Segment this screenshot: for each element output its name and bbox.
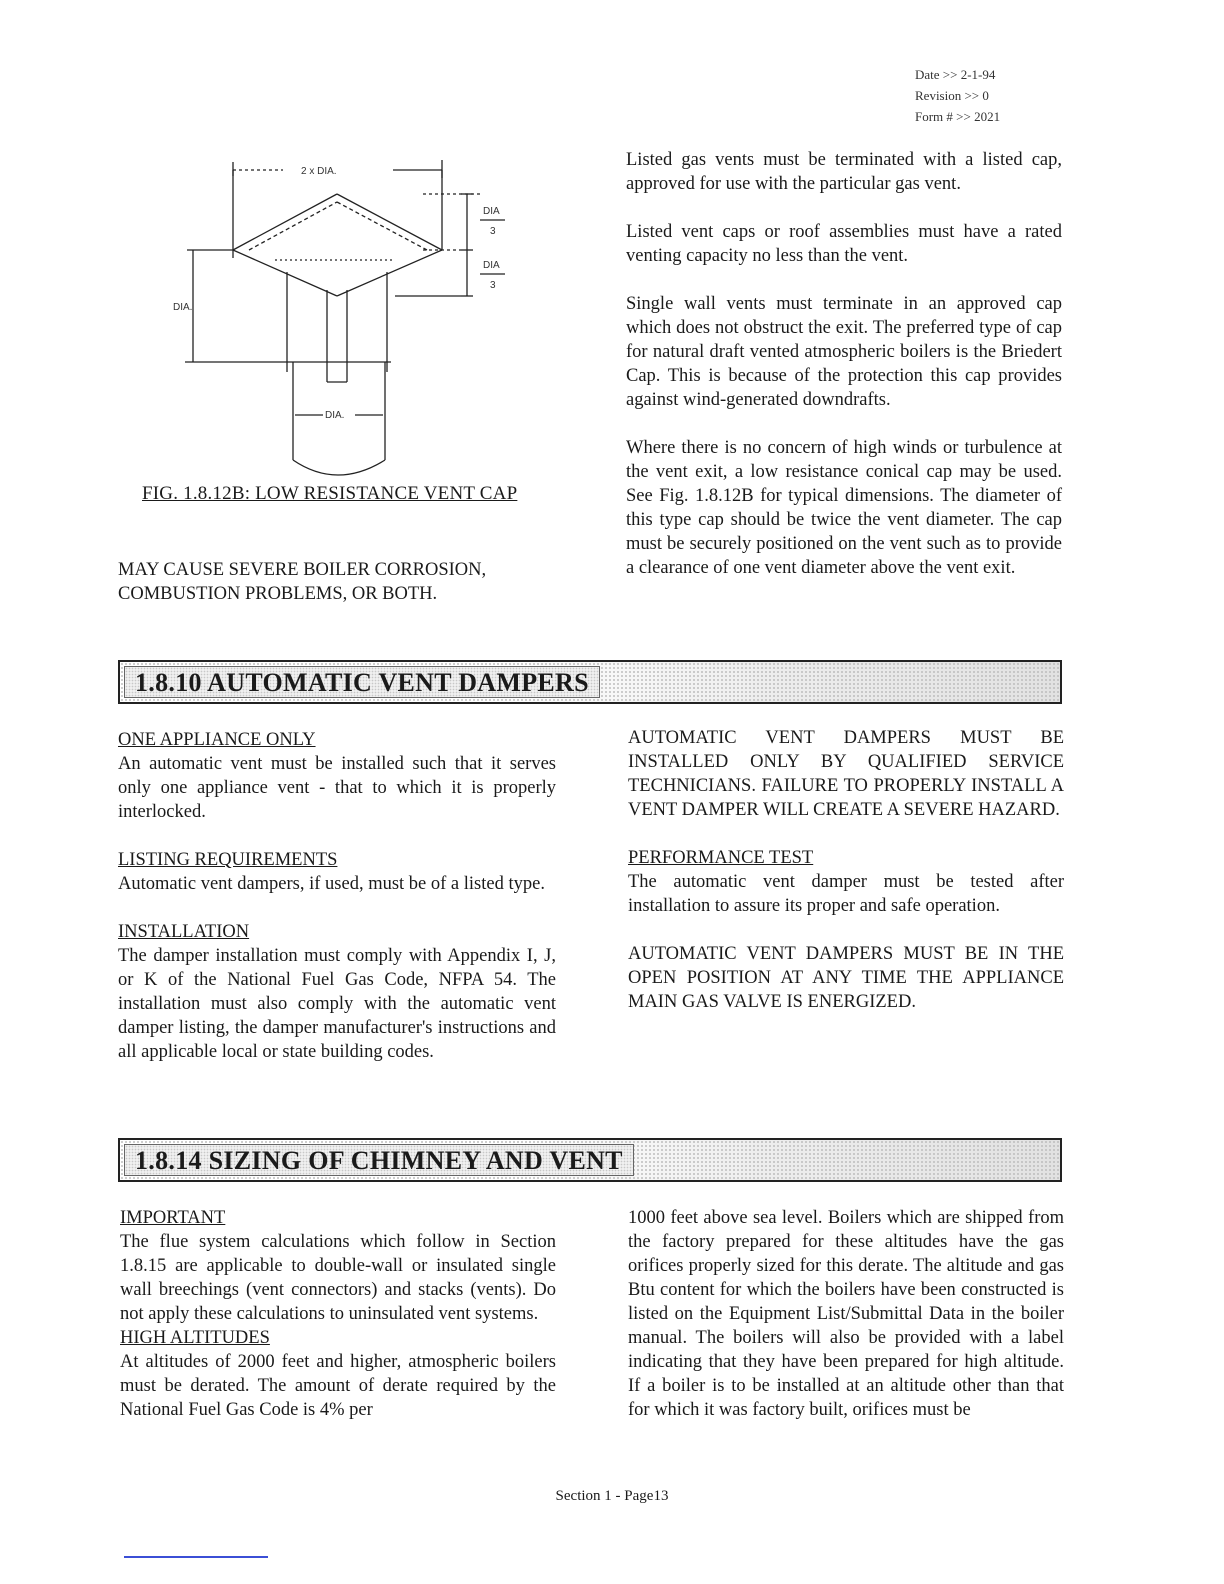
- warning-open-position: AUTOMATIC VENT DAMPERS MUST BE IN THE OPEN POSITION AT ANY TIME THE APPLIANCE MAIN GAS VALVE IS ENERGIZED.: [628, 944, 1064, 1012]
- text-installation: The damper installation must comply with Appendix I, J, or K of the National Fuel Gas Code, NFPA 54. The installation must also comply with the automatic vent damper listing, the damper manufacturer's instructions and all applicable local or state building codes.: [118, 946, 556, 1062]
- section-title-1814: 1.8.14 SIZING OF CHIMNEY AND VENT: [124, 1144, 634, 1176]
- label-three-b: 3: [490, 280, 496, 291]
- heading-listing: LISTING REQUIREMENTS: [118, 850, 338, 870]
- section-1810-right: [628, 726, 1064, 1014]
- paragraph-single-wall: Single wall vents must terminate in an approved cap which does not obstruct the exit. The preferred type of cap for natural draft vented atmospheric boilers is the Briedert Cap. This is because of the protection this cap provides against wind-generated downdrafts.: [626, 294, 1062, 410]
- text-one-appliance: An automatic vent must be installed such that it serves only one appliance vent - that to which it is properly interlocked.: [118, 754, 556, 822]
- text-important: The flue system calculations which follow in Section 1.8.15 are applicable to double-wall or insulated single wall breechings (vent connectors) and stacks (vents). Do not apply these calculations to uninsulated vent systems.: [120, 1232, 556, 1324]
- text-high-altitudes: At altitudes of 2000 feet and higher, atmospheric boilers must be derated. The amount of derate required by the National Fuel Gas Code is 4% per: [120, 1352, 556, 1420]
- heading-installation: INSTALLATION: [118, 922, 250, 942]
- header-form: Form # >> 2021: [915, 109, 1001, 124]
- section-1810-left: [118, 728, 556, 1064]
- header-date: Date >> 2-1-94: [915, 67, 996, 82]
- label-dia-left: DIA.: [173, 302, 193, 313]
- document-header: [915, 64, 1065, 127]
- text-high-altitudes-continued: 1000 feet above sea level. Boilers which are shipped from the factory prepared for these altitudes have the gas orifices properly sized for this derate. The altitude and gas Btu content for which the boilers have been constructed is listed on the Equipment List/Submittal Data in the boiler manual. The boilers will also be provided with a label indicating that they have been prepared for high altitude. If a boiler is to be installed at an altitude other than that for which it was factory built, orifices must be: [628, 1208, 1064, 1420]
- section-bar-1814: [118, 1138, 1062, 1182]
- figure-caption: FIG. 1.8.12B: LOW RESISTANCE VENT CAP: [142, 483, 518, 504]
- heading-performance: PERFORMANCE TEST: [628, 848, 814, 868]
- label-dia-a: DIA: [483, 206, 500, 217]
- text-listing: Automatic vent dampers, if used, must be of a listed type.: [118, 874, 545, 894]
- label-2x-dia: 2 x DIA.: [301, 166, 337, 177]
- heading-high-altitudes: HIGH ALTITUDES: [120, 1328, 270, 1348]
- heading-one-appliance: ONE APPLIANCE ONLY: [118, 730, 316, 750]
- paragraph-low-resistance: Where there is no concern of high winds or turbulence at the vent exit, a low resistance conical cap may be used. See Fig. 1.8.12B for typical dimensions. The diameter of this type cap should be twice the vent diameter. The cap must be securely positioned on the vent such as to provide a clearance of one vent diameter above the vent exit.: [626, 438, 1062, 578]
- section-1814-left: [120, 1206, 556, 1422]
- heading-important: IMPORTANT: [120, 1208, 226, 1228]
- footer-rule: [124, 1556, 268, 1558]
- section-bar-1810: [118, 660, 1062, 704]
- warning-qualified-technicians: AUTOMATIC VENT DAMPERS MUST BE INSTALLED ONLY BY QUALIFIED SERVICE TECHNICIANS. FAILURE TO PROPERLY INSTALL A VENT DAMPER WILL CREATE A SEVERE HAZARD.: [628, 728, 1064, 820]
- top-right-column: [626, 148, 1062, 580]
- corrosion-warning: MAY CAUSE SEVERE BOILER CORROSION, COMBUSTION PROBLEMS, OR BOTH.: [118, 560, 487, 604]
- label-three-a: 3: [490, 226, 496, 237]
- header-revision: Revision >> 0: [915, 88, 989, 103]
- paragraph-listed-gas-vents: Listed gas vents must be terminated with a listed cap, approved for use with the particular gas vent.: [626, 150, 1062, 194]
- page-footer: Section 1 - Page13: [555, 1488, 669, 1504]
- label-dia-b: DIA: [483, 260, 500, 271]
- label-dia-bottom: DIA.: [325, 410, 345, 421]
- section-title-1810: 1.8.10 AUTOMATIC VENT DAMPERS: [124, 666, 600, 698]
- paragraph-vent-caps: Listed vent caps or roof assemblies must have a rated venting capacity no less than the vent.: [626, 222, 1062, 266]
- vent-cap-diagram: [165, 150, 525, 480]
- section-1814-right: [628, 1206, 1064, 1422]
- text-performance: The automatic vent damper must be tested after installation to assure its proper and safe operation.: [628, 872, 1064, 916]
